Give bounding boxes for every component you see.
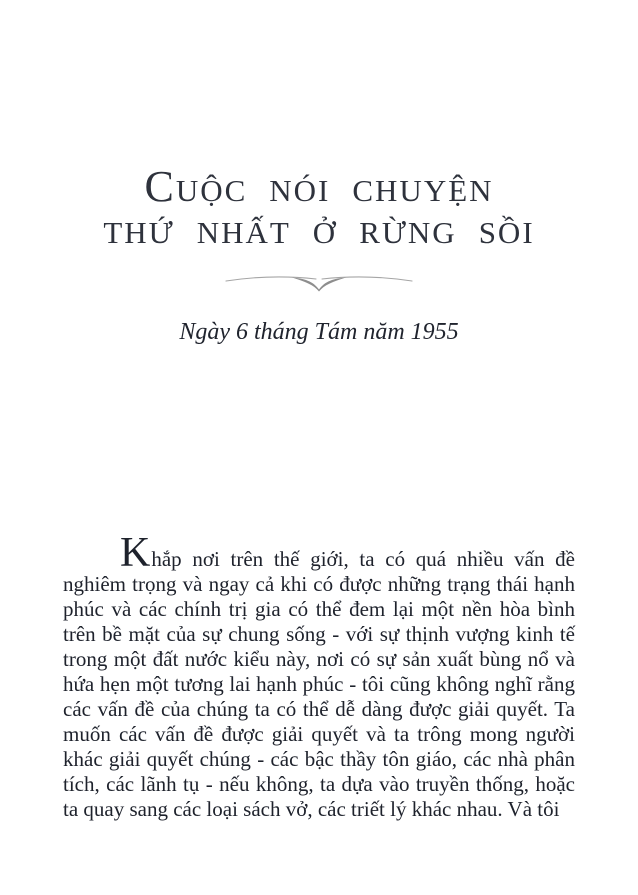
divider-ornament	[0, 268, 638, 294]
talk-date: Ngày 6 tháng Tám năm 1955	[179, 319, 459, 345]
dropcap-initial: K	[120, 530, 151, 576]
body-paragraph	[63, 530, 575, 822]
winged-chevron-icon	[224, 268, 414, 294]
chapter-title	[0, 162, 638, 253]
chapter-title-line-1: Cuộc nói chuyện	[144, 162, 494, 211]
paragraph-text: hắp nơi trên thế giới, ta có quá nhiều vấn đề nghiêm trọng và ngay cả khi có được những trạng thái hạnh phúc và các chính trị gia có thể đem lại một nền hòa bình trên bề mặt của sự chung sống - với sự thịnh vượng kinh tế trong một đất nước kiểu này, nơi có sự sản xuất bùng nổ và hứa hẹn một tương lai hạnh phúc - tôi cũng không nghĩ rằng các vấn đề của chúng ta có thể dễ dàng được giải quyết. Ta muốn các vấn đề được giải quyết và ta trông mong người khác giải quyết chúng - các bậc thầy tôn giáo, các nhà phân tích, các lãnh tụ - nếu không, ta dựa vào truyền thống, hoặc ta quay sang các loại sách vở, các triết lý khác nhau. Và tôi	[63, 547, 575, 821]
chapter-title-line-2: thứ nhất ở rừng sồi	[103, 204, 535, 253]
